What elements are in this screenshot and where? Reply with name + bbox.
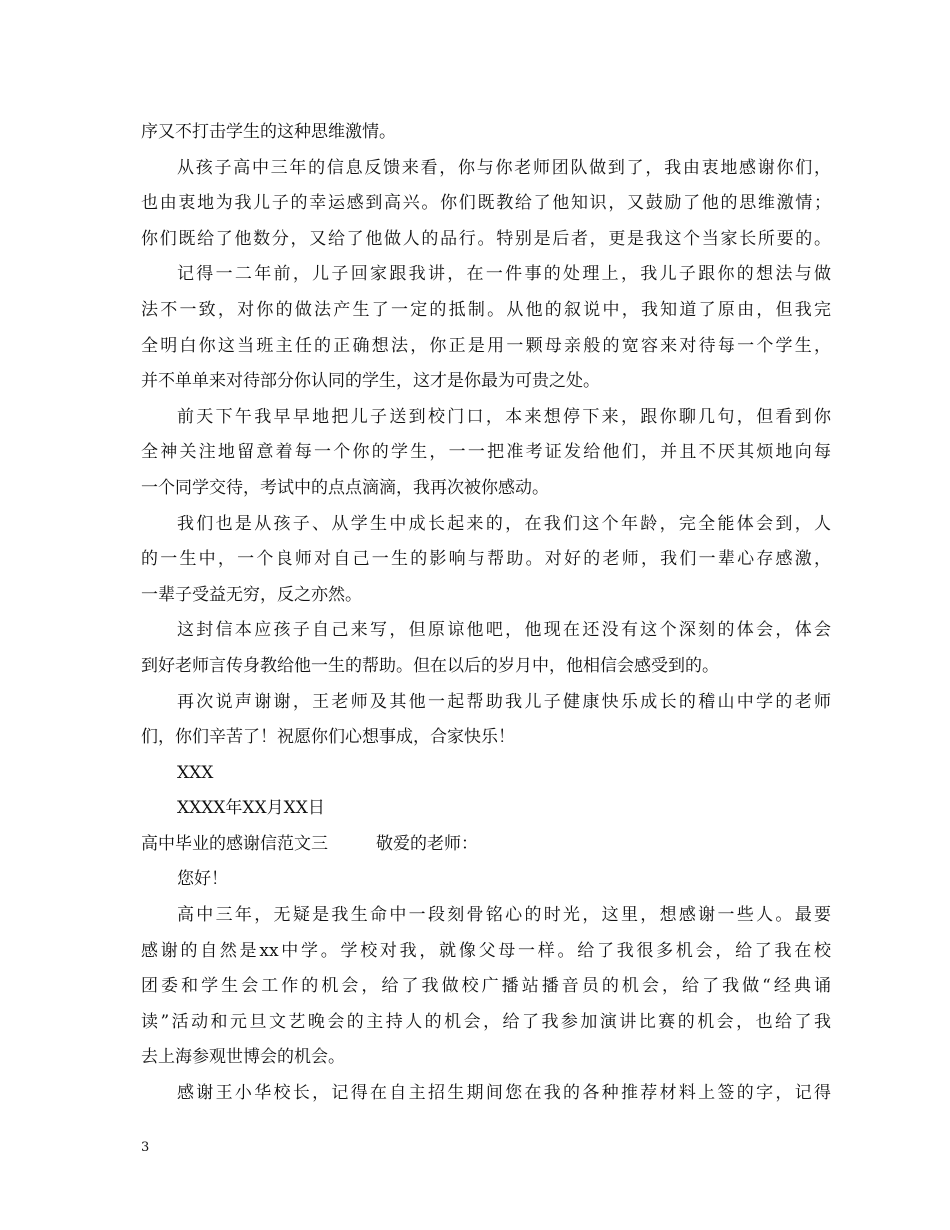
paragraph-line: 也由衷地为我儿子的幸运感到高兴。你们既教给了他知识，又鼓励了他的思维激情； xyxy=(141,193,831,214)
paragraph-line: 们，你们辛苦了！祝愿你们心想事成，合家快乐！ xyxy=(141,727,515,748)
paragraph-line: 记得一二年前，儿子回家跟我讲，在一件事的处理上，我儿子跟你的想法与做 xyxy=(177,264,831,285)
paragraph-line: 我们也是从孩子、从学生中成长起来的，在我们这个年龄，完全能体会到，人 xyxy=(177,513,831,534)
paragraph-line: 再次说声谢谢，王老师及其他一起帮助我儿子健康快乐成长的稽山中学的老师 xyxy=(177,691,831,712)
paragraph-line: 全神关注地留意着每一个你的学生，一一把准考证发给他们，并且不厌其烦地向每 xyxy=(141,442,831,463)
heading-gap xyxy=(328,827,376,863)
paragraph-line: 高中三年，无疑是我生命中一段刻骨铭心的时光，这里，想感谢一些人。最要 xyxy=(177,905,831,926)
greeting: 您好！ xyxy=(177,869,228,890)
paragraph-line: 这封信本应孩子自己来写，但原谅他吧，他现在还没有这个深刻的体会，体会 xyxy=(177,620,831,641)
paragraph-line: 序又不打击学生的这种思维激情。 xyxy=(141,122,396,142)
paragraph-line: 一辈子受益无穷，反之亦然。 xyxy=(141,584,362,605)
paragraph-line: 法不一致，对你的做法产生了一定的抵制。从他的叙说中，我知道了原由，但我完 xyxy=(141,299,831,320)
signature: XXX xyxy=(177,762,214,783)
document-body xyxy=(141,115,831,1112)
paragraph-line: 读”活动和元旦文艺晚会的主持人的机会，给了我参加演讲比赛的机会，也给了我 xyxy=(141,1011,831,1032)
paragraph-line: 全明白你这当班主任的正确想法，你正是用一颗母亲般的宽容来对待每一个学生， xyxy=(141,335,831,356)
salutation: 敬爱的老师： xyxy=(376,833,478,854)
paragraph-line: 感谢的自然是xx中学。学校对我，就像父母一样。给了我很多机会，给了我在校 xyxy=(141,940,831,961)
letter-date: XXXX年XX月XX日 xyxy=(177,798,325,819)
paragraph-line: 的一生中，一个良师对自己一生的影响与帮助。对好的老师，我们一辈心存感激， xyxy=(141,549,831,570)
section-heading-row xyxy=(141,827,831,863)
paragraph-line: 前天下午我早早地把儿子送到校门口，本来想停下来，跟你聊几句，但看到你 xyxy=(177,406,831,427)
paragraph-line: 并不单单来对待部分你认同的学生，这才是你最为可贵之处。 xyxy=(141,371,600,392)
paragraph-line: 从孩子高中三年的信息反馈来看，你与你老师团队做到了，我由衷地感谢你们， xyxy=(177,157,831,178)
page-number: 3 xyxy=(141,1140,150,1155)
paragraph-line: 团委和学生会工作的机会，给了我做校广播站播音员的机会，给了我做“经典诵 xyxy=(141,976,831,997)
paragraph-line: 你们既给了他数分，又给了他做人的品行。特别是后者，更是我这个当家长所要的。 xyxy=(141,228,831,249)
paragraph-line: 到好老师言传身教给他一生的帮助。但在以后的岁月中，他相信会感受到的。 xyxy=(141,655,719,676)
paragraph-line: 感谢王小华校长，记得在自主招生期间您在我的各种推荐材料上签的字，记得 xyxy=(177,1083,831,1104)
paragraph-line: 去上海参观世博会的机会。 xyxy=(141,1047,345,1068)
paragraph-line: 一个同学交待，考试中的点点滴滴，我再次被你感动。 xyxy=(141,477,549,498)
section-title: 高中毕业的感谢信范文三 xyxy=(141,833,328,854)
